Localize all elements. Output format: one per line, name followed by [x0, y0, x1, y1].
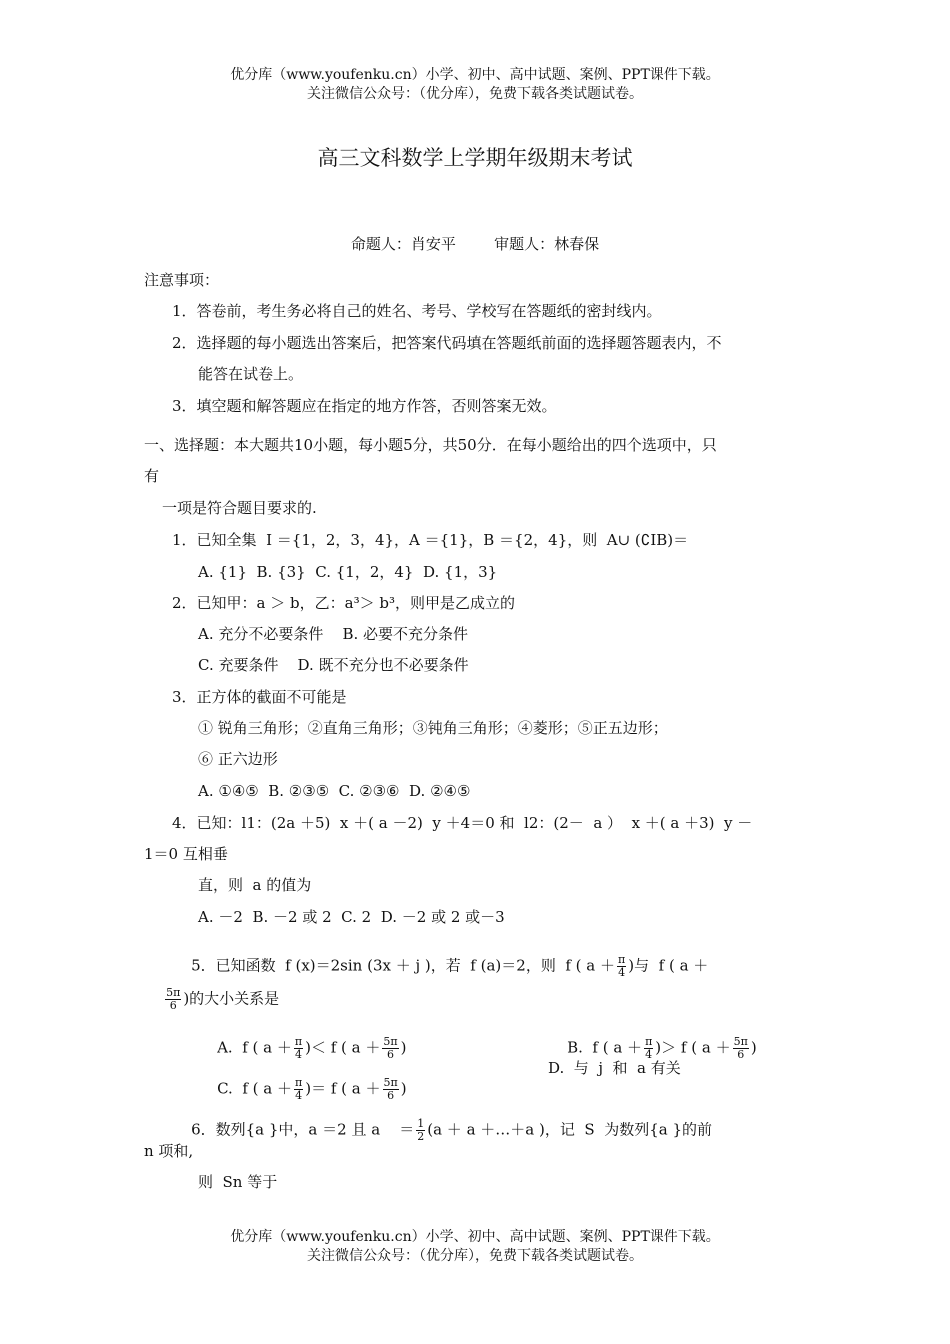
- notes-heading: 注意事项：: [144, 271, 220, 289]
- question-6-line-3: 则 Sn 等于: [198, 1173, 278, 1191]
- question-4-line-3: 直，则 a 的值为: [198, 876, 312, 894]
- fraction-5pi-over-6: $\frac{5\pi}{6}$: [733, 1035, 748, 1061]
- question-5-stem-a: 5．已知函数 f (x)＝2sin (3x ＋ j )，若 f (a)＝2，则 f ( a ＋: [191, 956, 616, 975]
- question-1-options: A. {1} B. {3} C. {1，2，4} D. {1，3}: [198, 563, 498, 581]
- question-3-stem: 3．正方体的截面不可能是: [172, 688, 347, 706]
- note-item-1: 1．答卷前，考生务必将自己的姓名、考号、学校写在答题纸的密封线内。: [172, 302, 662, 320]
- question-3-shapes-1: ① 锐角三角形；②直角三角形；③钝角三角形；④菱形；⑤正五边形；: [198, 719, 668, 737]
- question-2-options-ab: A. 充分不必要条件 B. 必要不充分条件: [198, 625, 469, 643]
- question-4-line-1: 4．已知：l1：(2a ＋5) x ＋( a －2) y ＋4＝0 和 l2：(2－ a ） x ＋( a ＋3) y －: [172, 814, 753, 832]
- fraction-5pi-over-6: $\frac{5\pi}{6}$: [383, 1035, 398, 1061]
- question-1-stem: 1．已知全集 I ＝{1，2，3，4}，A ＝{1}，B ＝{2，4}，则 A∪ (∁IB)＝: [172, 531, 689, 549]
- fraction-5pi-over-6: $\frac{5\pi}{6}$: [166, 986, 181, 1012]
- question-2-options-cd: C. 充要条件 D. 既不充分也不必要条件: [198, 656, 469, 674]
- footer-line-1: 优分库（www.youfenku.cn）小学、初中、高中试题、案例、PPT课件下载。: [230, 1229, 720, 1245]
- section-1-heading-cont: 有: [144, 467, 160, 485]
- question-4-line-2: 1＝0 互相垂: [144, 845, 228, 863]
- question-5-option-c: C. f ( a ＋ $\frac{\pi}{4}$ )＝ f ( a ＋ $\frac{5\pi}{6}$ ): [217, 1076, 407, 1102]
- note-item-3: 3．填空题和解答题应在指定的地方作答，否则答案无效。: [172, 397, 557, 415]
- fraction-pi-over-4: $\frac{\pi}{4}$: [294, 1076, 303, 1102]
- fraction-pi-over-4: $\frac{\pi}{4}$: [618, 953, 626, 979]
- note-item-2-cont: 能答在试卷上。: [198, 365, 304, 383]
- fraction-pi-over-4: $\frac{\pi}{4}$: [645, 1035, 653, 1061]
- question-3-shapes-2: ⑥ 正六边形: [198, 750, 278, 768]
- question-5-stem-c: )的大小关系是: [183, 989, 280, 1008]
- question-5-option-a: A. f ( a ＋ $\frac{\pi}{4}$ )＜ f ( a ＋ $\frac{5\pi}{6}$ ): [217, 1035, 407, 1061]
- note-item-2: 2．选择题的每小题选出答案后，把答案代码填在答题纸前面的选择题答题表内，不: [172, 334, 722, 352]
- fraction-pi-over-4: $\frac{\pi}{4}$: [294, 1035, 303, 1061]
- question-3-options: A. ①④⑤ B. ②③⑤ C. ②③⑥ D. ②④⑤: [198, 782, 471, 800]
- fraction-5pi-over-6: $\frac{5\pi}{6}$: [383, 1076, 398, 1102]
- question-5-option-d: D. 与 j 和 a 有关: [548, 1059, 681, 1077]
- question-4-options: A. －2 B. －2 或 2 C. 2 D. －2 或 2 或－3: [198, 908, 505, 926]
- header-line-1: 优分库（www.youfenku.cn）小学、初中、高中试题、案例、PPT课件下载。: [230, 67, 720, 83]
- question-5-stem-b: )与 f ( a ＋: [628, 956, 709, 975]
- question-6-line-2: n 项和,: [144, 1142, 194, 1160]
- question-2-stem: 2．已知甲：a ＞ b，乙：a³＞ b³，则甲是乙成立的: [172, 594, 515, 612]
- footer-line-2: 关注微信公众号：（优分库），免费下载各类试题试卷。: [307, 1248, 643, 1264]
- header-line-2: 关注微信公众号：（优分库），免费下载各类试题试卷。: [307, 86, 643, 102]
- question-6-stem: 6．数列{a }中，a ＝2 且 a ＝ $\frac{1}{2}$ (a ＋ a ＋…＋a )，记 S 为数列{a }的前: [191, 1117, 712, 1143]
- section-1-heading: 一、选择题：本大题共10小题，每小题5分，共50分．在每小题给出的四个选项中，只: [144, 436, 717, 454]
- question-5-option-b: B. f ( a ＋ $\frac{\pi}{4}$ )＞ f ( a ＋ $\frac{5\pi}{6}$ ): [567, 1035, 757, 1061]
- section-1-heading-cont-2: 一项是符合题目要求的.: [162, 499, 317, 517]
- fraction-one-half: $\frac{1}{2}$: [417, 1117, 425, 1143]
- authors-line: 命题人：肖安平 审题人：林春保: [350, 235, 600, 253]
- page-title: 高三文科数学上学期年级期末考试: [317, 146, 633, 170]
